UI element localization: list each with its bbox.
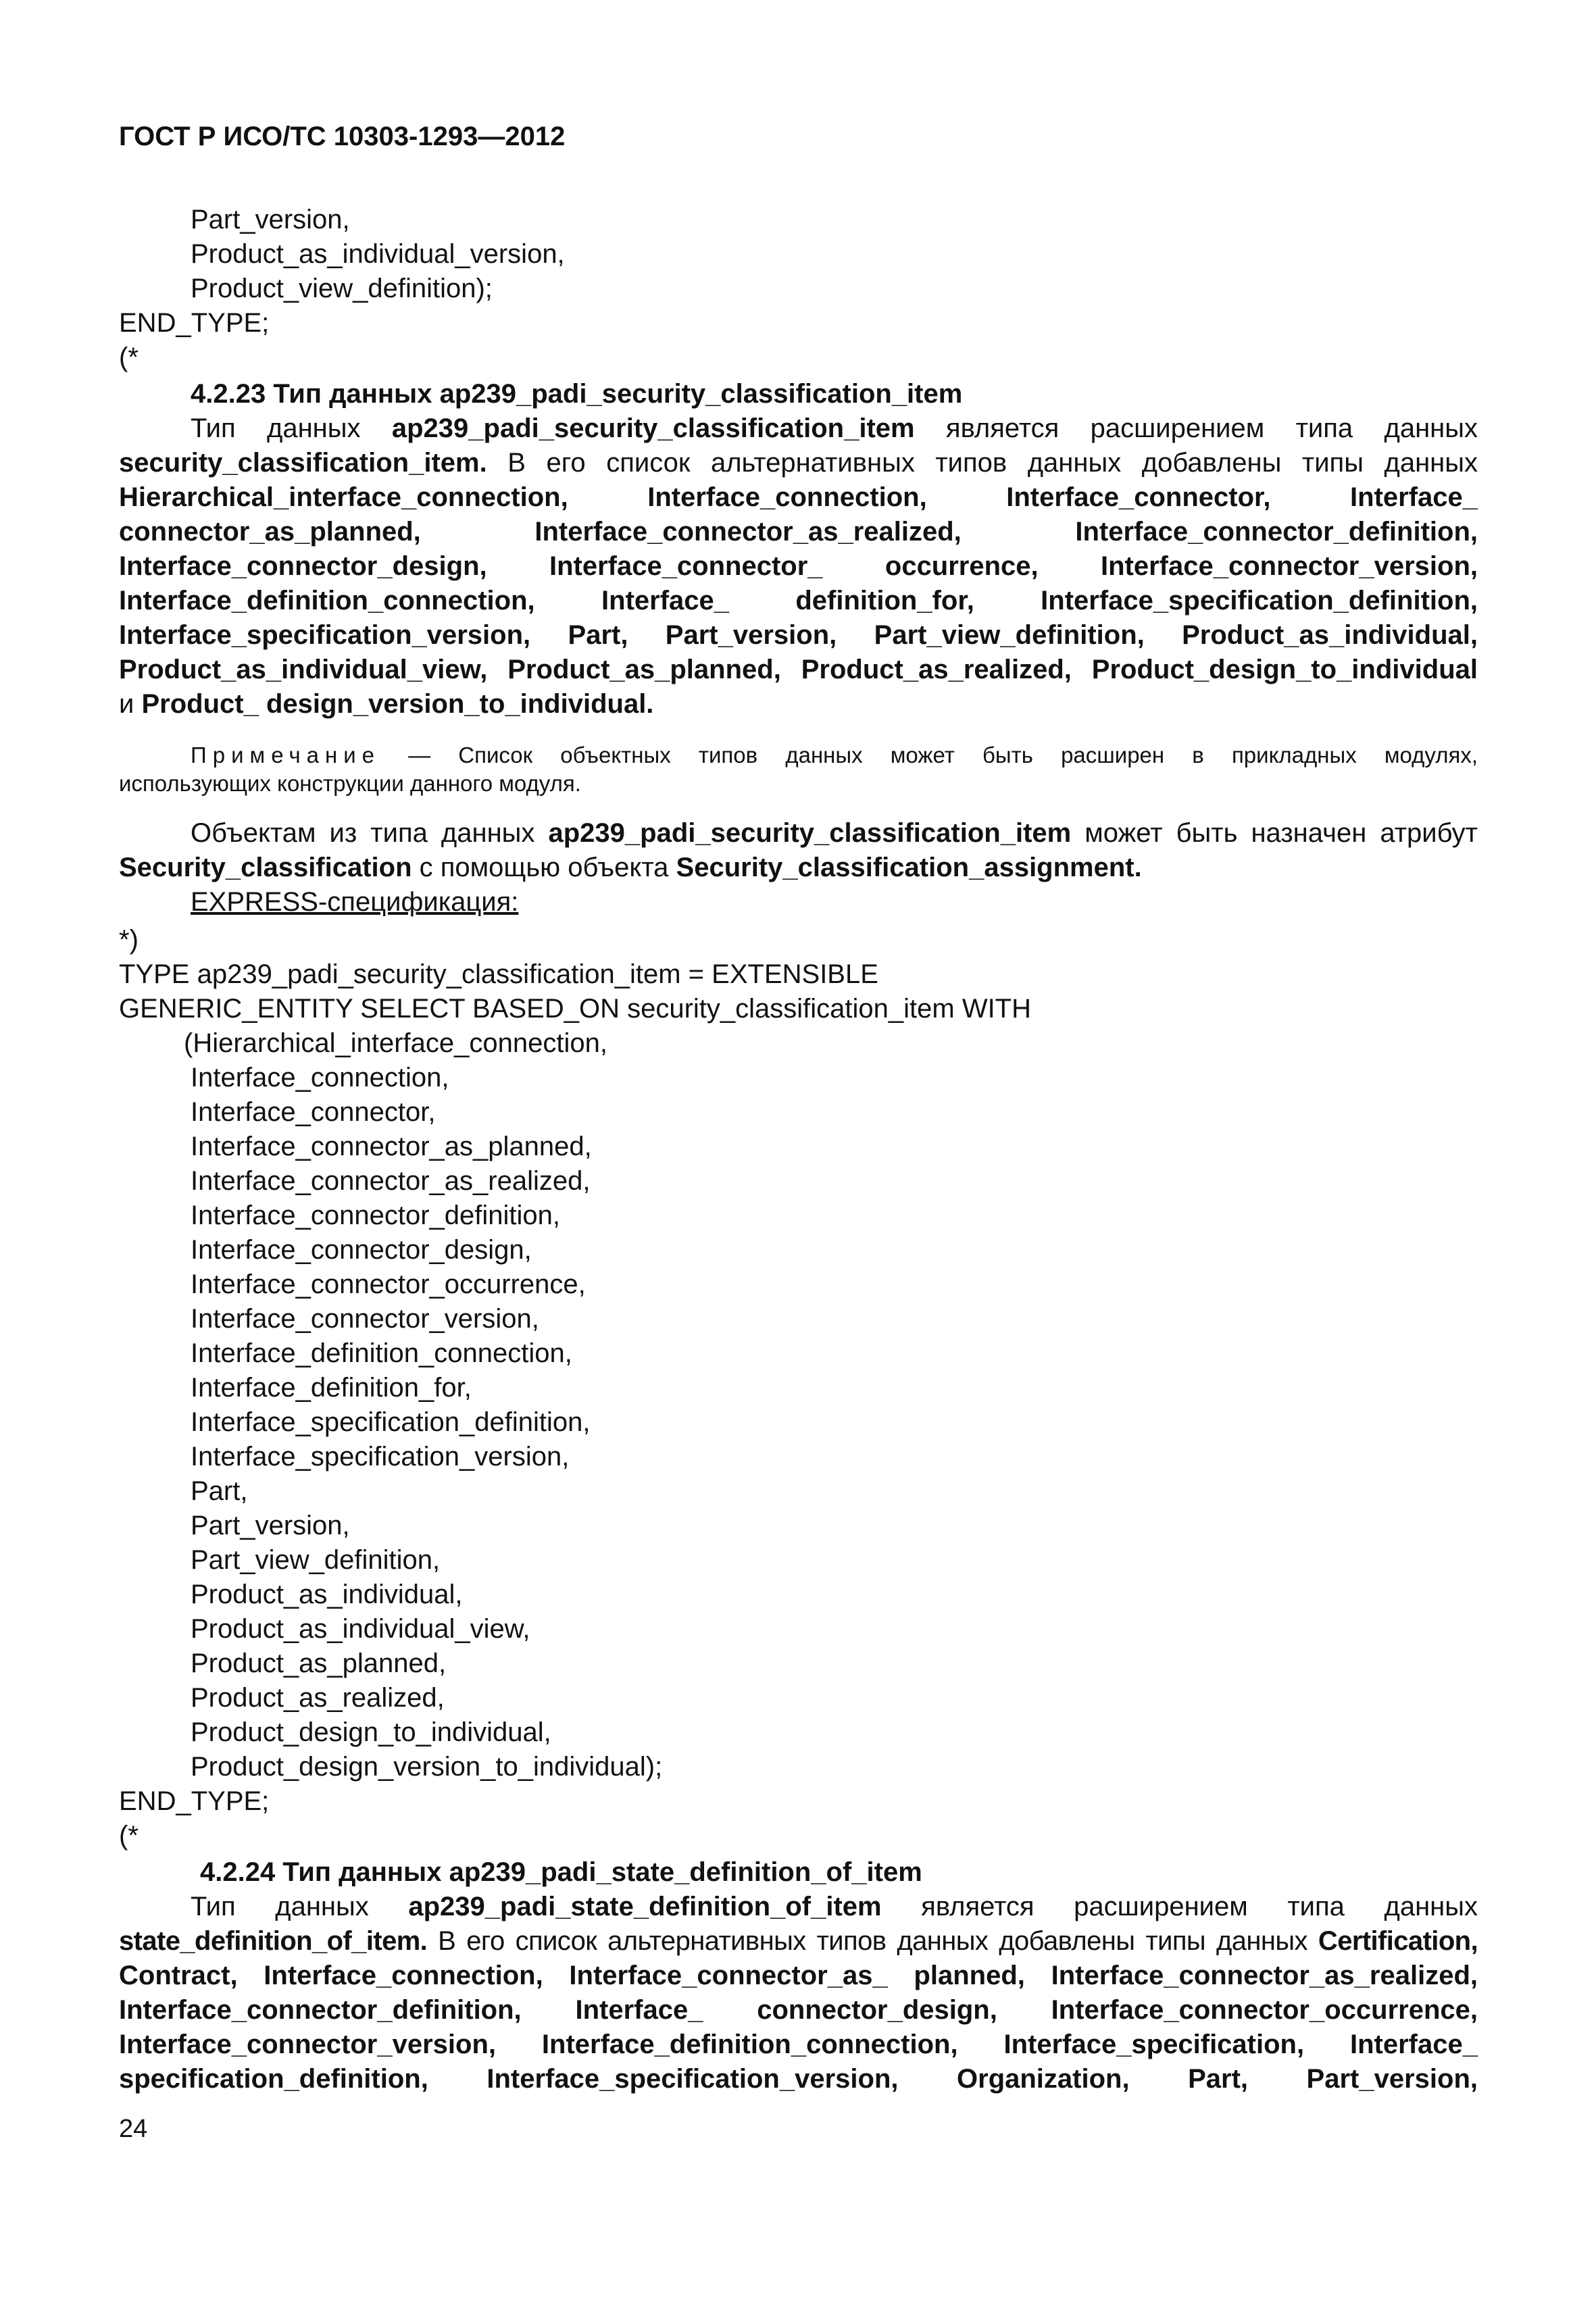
text-run: является расширением типа данных: [881, 1892, 1478, 1921]
code-line: Product_as_planned,: [191, 1649, 447, 1678]
code-line: TYPE ap239_padi_security_classification_item = EXTENSIBLE: [119, 959, 878, 989]
paragraph-line: [191, 1890, 1478, 1924]
code-line: END_TYPE;: [119, 1786, 270, 1816]
paragraph-line: specification_definition, Interface_specification_version, Organization, Part, Part_version,: [119, 2064, 1478, 2094]
code-line: Interface_definition_connection,: [191, 1338, 572, 1368]
document-header: ГОСТ Р ИСО/ТС 10303-1293—2012: [119, 122, 566, 151]
code-line: Product_design_to_individual,: [191, 1717, 551, 1747]
paragraph-line: [119, 1924, 1478, 1959]
code-line: (*: [119, 1821, 139, 1851]
code-line: Product_as_realized,: [191, 1683, 445, 1713]
paragraph-line: Interface_definition_connection, Interface_ definition_for, Interface_specification_definition,: [119, 586, 1478, 615]
paragraph-line: [191, 411, 1478, 446]
code-line: Interface_connector_definition,: [191, 1201, 561, 1230]
code-line: Interface_connector,: [191, 1097, 436, 1127]
text-run: является расширением типа данных: [914, 413, 1478, 443]
code-line: Interface_specification_definition,: [191, 1407, 591, 1437]
section-heading: 4.2.24 Тип данных ap239_padi_state_definition_of_item: [200, 1857, 922, 1887]
paragraph-line: Hierarchical_interface_connection, Interface_connection, Interface_connector, Interface_: [119, 482, 1478, 512]
paragraph-line: [119, 687, 1478, 722]
paragraph-line: Contract, Interface_connection, Interface_connector_as_ planned, Interface_connector_as_realized,: [119, 1961, 1478, 1990]
text-run: и: [119, 689, 142, 719]
text-run: Объектам из типа данных: [191, 818, 549, 848]
code-line: Interface_connection,: [191, 1063, 449, 1092]
code-line: Part_version,: [191, 1511, 350, 1540]
paragraph-line: Interface_connector_version, Interface_definition_connection, Interface_specification, Interface_: [119, 2030, 1478, 2059]
paragraph-line: [191, 816, 1478, 851]
code-line: Product_view_definition);: [191, 274, 493, 303]
bold-run: state_definition_of_item.: [119, 1926, 428, 1956]
code-line: END_TYPE;: [119, 308, 270, 338]
code-line: Interface_definition_for,: [191, 1373, 472, 1403]
text-run: Тип данных: [191, 1892, 409, 1921]
text-run: В его список альтернативных типов данных добавлены типы данных: [487, 448, 1478, 478]
paragraph-line: connector_as_planned, Interface_connector_as_realized, Interface_connector_definition,: [119, 517, 1478, 547]
code-line: Interface_specification_version,: [191, 1442, 570, 1472]
page-number: 24: [119, 2115, 148, 2143]
bold-run: Product_ design_version_to_individual.: [141, 689, 654, 719]
code-line: Product_as_individual,: [191, 1580, 463, 1609]
code-line: Part,: [191, 1476, 248, 1506]
text-run: В его список альтернативных типов данных добавлены типы данных: [427, 1926, 1318, 1956]
code-line: Interface_connector_occurrence,: [191, 1269, 586, 1299]
paragraph-line: Interface_connector_design, Interface_connector_ occurrence, Interface_connector_version,: [119, 551, 1478, 581]
text-run: может быть назначен атрибут: [1071, 818, 1478, 848]
code-line: Interface_connector_design,: [191, 1235, 532, 1265]
bold-run: Security_classification_assignment.: [676, 853, 1142, 882]
note-line: [191, 742, 1478, 769]
bold-run: Certification,: [1318, 1926, 1478, 1956]
note-text: — Список объектных типов данных может быть расширен в прикладных модулях,: [380, 743, 1478, 768]
text-run: с помощью объекта: [412, 853, 676, 882]
code-line: Part_view_definition,: [191, 1545, 441, 1575]
paragraph-line: Interface_specification_version, Part, Part_version, Part_view_definition, Product_as_individual,: [119, 620, 1478, 650]
bold-run: ap239_padi_security_classification_item: [548, 818, 1072, 848]
code-line: Interface_connector_as_planned,: [191, 1132, 592, 1161]
code-line: GENERIC_ENTITY SELECT BASED_ON security_classification_item WITH: [119, 994, 1031, 1024]
note-label: Примечание: [191, 743, 381, 768]
code-line: Interface_connector_version,: [191, 1304, 539, 1334]
bold-run: security_classification_item.: [119, 448, 487, 478]
code-line: Interface_connector_as_realized,: [191, 1166, 591, 1196]
paragraph-line: Interface_connector_definition, Interface_ connector_design, Interface_connector_occurrence,: [119, 1995, 1478, 2025]
code-line: (*: [119, 343, 139, 372]
paragraph-line: [119, 851, 1142, 885]
bold-run: ap239_padi_state_definition_of_item: [408, 1892, 882, 1921]
paragraph-line: [119, 446, 1478, 480]
code-line: Product_as_individual_version,: [191, 239, 565, 269]
bold-run: ap239_padi_security_classification_item: [391, 413, 915, 443]
note-line: использующих конструкции данного модуля.: [119, 771, 581, 796]
code-line: (Hierarchical_interface_connection,: [184, 1028, 607, 1058]
code-line: Part_version,: [191, 205, 350, 234]
bold-run: Security_classification: [119, 853, 412, 882]
code-line: Product_design_version_to_individual);: [191, 1752, 663, 1782]
code-line: Product_as_individual_view,: [191, 1614, 530, 1644]
code-line: *): [119, 925, 139, 955]
section-heading: 4.2.23 Тип данных ap239_padi_security_classification_item: [191, 379, 963, 409]
express-spec-label: EXPRESS-спецификация:: [191, 887, 519, 917]
text-run: Тип данных: [191, 413, 392, 443]
paragraph-line: Product_as_individual_view, Product_as_planned, Product_as_realized, Product_design_to_individual: [119, 655, 1478, 684]
